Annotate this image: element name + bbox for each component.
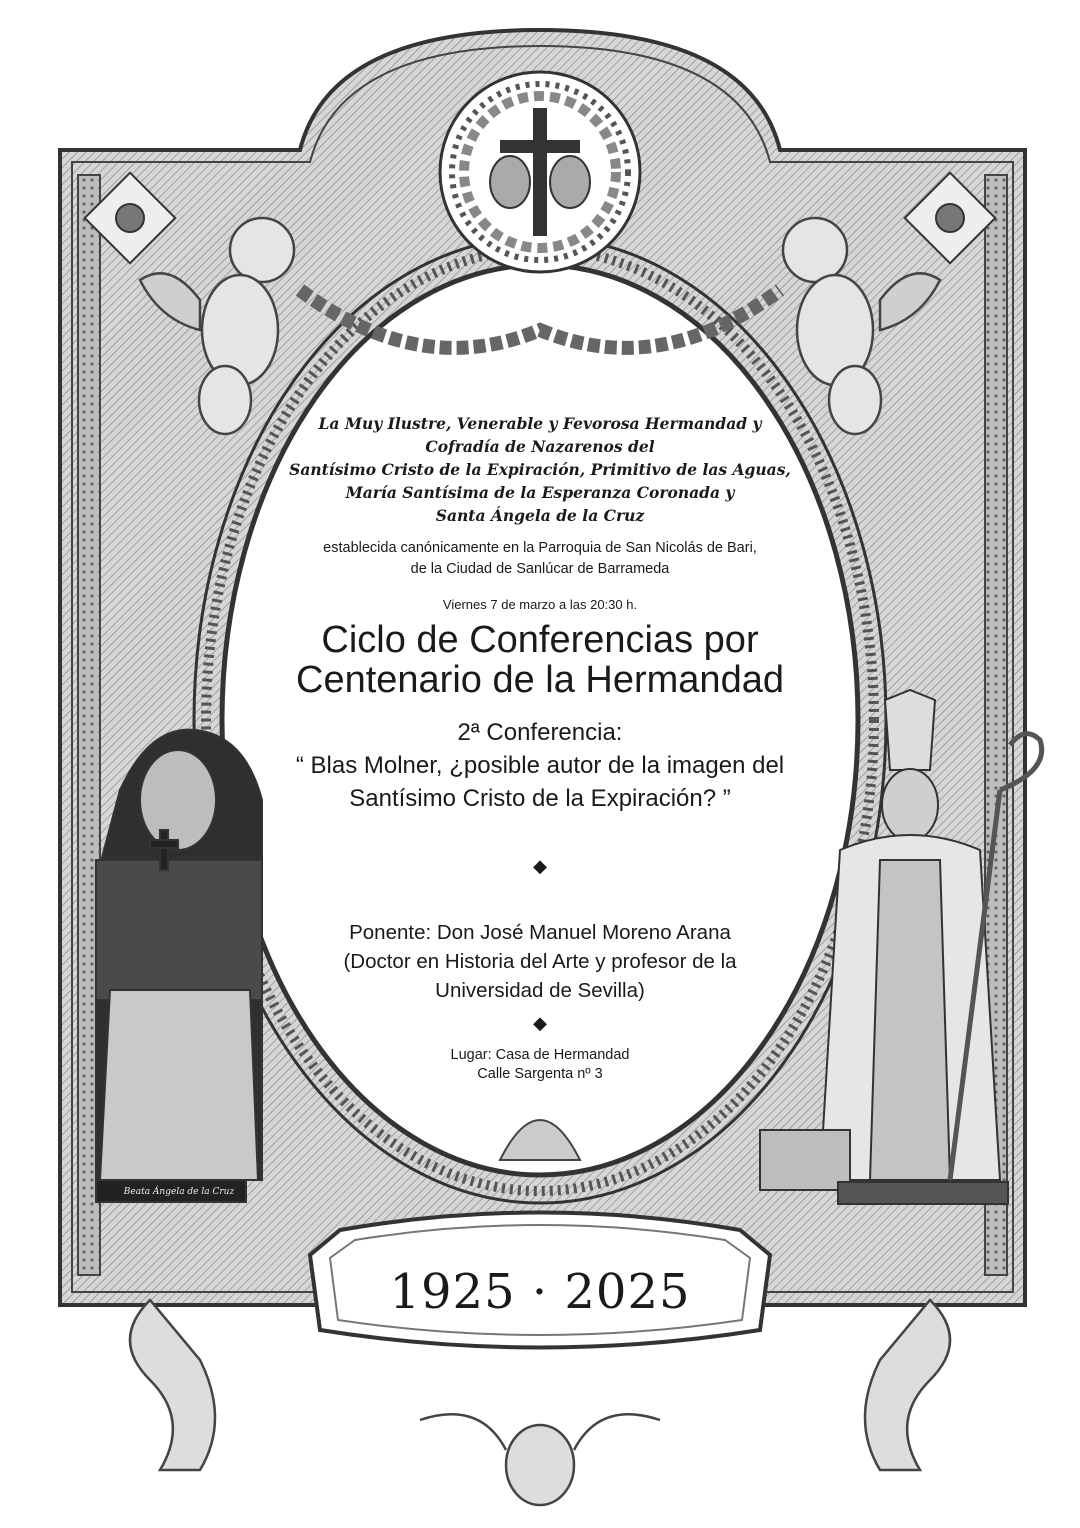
centenary-years: 1925 · 2025 [389, 1264, 691, 1320]
conference-line: “ Blas Molner, ¿posible autor de la imagen del [295, 752, 785, 779]
brotherhood-line: María Santísima de la Esperanza Coronada y [345, 483, 735, 502]
mask-ornament-icon [506, 1425, 574, 1505]
brotherhood-line: La Muy Ilustre, Venerable y Fevorosa Hermandad y [318, 414, 762, 433]
event-location [250, 1046, 830, 1084]
separator-diamond-icon: ◆ [533, 856, 547, 876]
statue-plaque: Beata Ángela de la Cruz [123, 1187, 235, 1197]
event-title [200, 620, 880, 700]
location-line: Calle Sargenta nº 3 [477, 1066, 603, 1082]
conference-number: 2ª Conferencia: [457, 719, 623, 746]
conference-topic [200, 716, 880, 815]
location-line: Lugar: Casa de Hermandad [450, 1047, 630, 1063]
established-text [250, 538, 830, 580]
speaker-info [260, 918, 820, 1005]
conference-line: Santísimo Cristo de la Expiración? ” [349, 785, 731, 812]
established-line: de la Ciudad de Sanlúcar de Barrameda [410, 561, 670, 577]
brotherhood-name [250, 412, 830, 527]
title-line: Centenario de la Hermandad [296, 659, 784, 701]
event-date: Viernes 7 de marzo a las 20:30 h. [442, 597, 638, 612]
separator-diamond-icon: ◆ [533, 1013, 547, 1033]
speaker-line: Ponente: Don José Manuel Moreno Arana [349, 921, 731, 944]
brotherhood-line: Santa Ángela de la Cruz [435, 506, 645, 525]
speaker-line: (Doctor en Historia del Arte y profesor de la [343, 950, 737, 973]
brotherhood-line: Cofradía de Nazarenos del [425, 437, 655, 456]
cross-emblem-icon [440, 72, 640, 272]
title-line: Ciclo de Conferencias por [321, 619, 759, 661]
speaker-line: Universidad de Sevilla) [435, 979, 645, 1002]
brotherhood-line: Santísimo Cristo de la Expiración, Primitivo de las Aguas, [289, 460, 791, 479]
established-line: establecida canónicamente en la Parroquia de San Nicolás de Bari, [323, 540, 757, 556]
